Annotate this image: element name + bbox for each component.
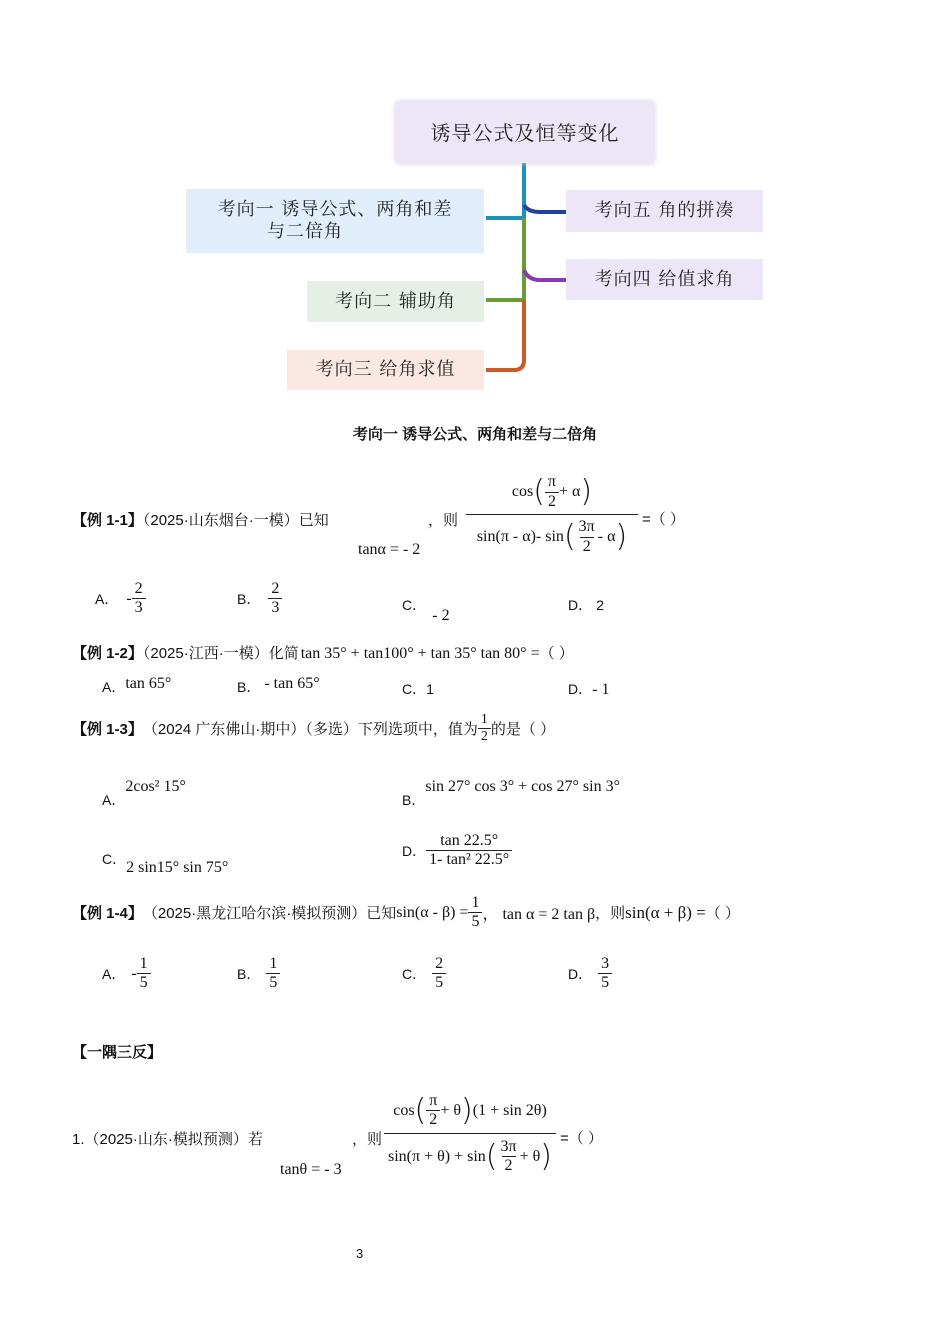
ex13-option-b-value: sin 27° cos 3° + cos 27° sin 3°	[425, 778, 620, 795]
ex12-option-c[interactable]	[402, 679, 434, 699]
p1-condition: tanθ = - 3	[280, 1161, 342, 1178]
p1-lead	[72, 1128, 263, 1149]
mindmap-node-4-label: 考向四 给值求角	[594, 268, 735, 290]
p1-source: （2025·山东·模拟预测）若	[84, 1131, 263, 1148]
ex14-cond1-frac	[468, 894, 482, 932]
mindmap-node-2	[307, 281, 484, 322]
ex13-option-c-value: 2 sin15° sin 75°	[126, 859, 229, 876]
ex14-option-a-n: 1	[139, 955, 148, 972]
ex14-option-b-key: B．	[237, 965, 261, 982]
ex11-num-tail: + α	[559, 483, 581, 500]
ex13-option-c-key: C．	[102, 851, 127, 867]
ex14-option-c[interactable]	[402, 955, 446, 993]
ex11-option-a-d: 3	[132, 598, 146, 617]
mindmap-root-label: 诱导公式及恒等变化	[430, 120, 620, 145]
ex14-option-b[interactable]	[237, 955, 280, 993]
ex11-option-a[interactable]	[95, 580, 146, 618]
ex12-option-a-value: tan 65°	[125, 675, 172, 692]
ex11-option-b-n: 2	[271, 580, 280, 597]
ex11-option-c[interactable]	[402, 595, 450, 624]
mindmap-root	[396, 102, 654, 163]
ex13-option-d-d: 1- tan² 22.5°	[426, 850, 512, 869]
ex11-num-func: cos	[511, 483, 534, 500]
ex14-option-a-d: 5	[137, 973, 151, 992]
mindmap-node-1	[186, 189, 484, 253]
ex11-option-b[interactable]	[237, 580, 282, 618]
ex12-blank: （ ）	[539, 645, 574, 662]
p1-denominator: sin(π + θ) + sin ( $\frac{3\pi}{2}$ + θ )	[384, 1133, 556, 1179]
ex13-half-d: 2	[478, 728, 491, 745]
ex14-option-a[interactable]	[102, 955, 151, 993]
mindmap-node-5-label: 考向五 角的拼凑	[594, 200, 735, 221]
ex13-lead	[72, 712, 555, 745]
ex11-label: 【例 1-1】	[72, 512, 143, 529]
ex11-denominator: sin(π - α)- sin ( $\frac{3\pi}{2}$ - α )	[466, 514, 638, 559]
practice-heading: 【一隅三反】	[72, 1044, 163, 1061]
ex11-option-d-value: 2	[596, 597, 605, 613]
ex14-option-d-frac	[598, 955, 612, 993]
ex12-option-d[interactable]	[568, 679, 609, 699]
ex11-den-tail: - α	[597, 528, 616, 545]
ex11-fraction	[466, 470, 638, 559]
ex11-option-c-value: - 2	[432, 607, 450, 624]
p1-den-frac	[498, 1138, 520, 1176]
ex14-option-c-d: 5	[432, 973, 446, 992]
ex14-question: sin(α + β) =	[625, 902, 706, 922]
p1-num-frac	[426, 1092, 440, 1130]
p1-numerator: cos ( $\frac{\pi}{2}$ + θ ) (1 + sin 2θ)	[393, 1091, 547, 1128]
ex14-option-a-frac	[137, 955, 151, 993]
ex11-source: （2025·山东烟台·一模）已知	[142, 512, 329, 529]
ex14-option-a-sign: -	[131, 964, 137, 982]
ex11-option-c-key: C．	[402, 597, 427, 613]
ex14-option-b-d: 5	[266, 973, 280, 992]
ex12-option-b-key: B．	[237, 679, 261, 695]
p1-den-a: sin(π + θ) + sin	[388, 1147, 486, 1165]
ex13-tail: 的是（ ）	[490, 721, 556, 739]
page-number: 3	[356, 1246, 364, 1261]
ex11-condition: tanα = - 2	[358, 541, 421, 558]
ex11-den-a: sin(π - α)- sin	[476, 528, 564, 545]
p1-fraction	[384, 1088, 556, 1179]
ex14-option-c-n: 2	[435, 955, 444, 972]
ex13-option-b[interactable]	[402, 776, 620, 808]
ex12-option-d-value: - 1	[592, 681, 610, 698]
ex11-then: ，则	[428, 512, 459, 529]
section-title: 考向一 诱导公式、两角和差与二倍角	[352, 426, 598, 443]
ex14-cond1-n: 1	[471, 894, 480, 911]
ex14-cond2: ， tan α = 2 tan β	[482, 906, 596, 924]
ex13-option-a[interactable]	[102, 776, 186, 808]
ex12-source: （2025·江西·一模）化简	[142, 645, 299, 662]
mindmap-node-4	[566, 259, 763, 300]
ex13-option-d-frac	[426, 832, 512, 870]
ex11-option-b-d: 3	[268, 598, 282, 617]
ex12-label: 【例 1-2】	[72, 645, 143, 662]
ex11-numerator: cos ( $\frac{\pi}{2}$ + α )	[511, 473, 593, 510]
p1-den-frac-n: 3π	[500, 1137, 517, 1155]
ex12-option-c-value: 1	[426, 681, 434, 697]
mindmap-node-1-line1: 考向一 诱导公式、两角和差	[217, 199, 453, 220]
ex14-option-c-frac	[432, 955, 446, 993]
ex13-option-a-value: 2cos² 15°	[125, 778, 186, 795]
ex12-option-d-key: D．	[568, 681, 593, 697]
ex12-expression: tan 35° + tan100° + tan 35° tan 80° =	[300, 645, 540, 662]
mindmap-node-3	[287, 350, 484, 390]
ex14-option-d[interactable]	[568, 955, 612, 993]
ex13-option-d[interactable]	[402, 832, 512, 870]
p1-num-b: (1 + sin 2θ)	[472, 1101, 547, 1119]
ex11-num-frac	[545, 473, 559, 511]
ex11-lead	[72, 509, 329, 530]
p1-num-frac-d: 2	[426, 1110, 440, 1129]
mindmap-node-2-label: 考向二 辅助角	[335, 290, 456, 312]
ex12-lead	[72, 642, 574, 663]
ex12-option-a[interactable]	[102, 677, 171, 697]
ex14-label: 【例 1-4】	[72, 905, 143, 923]
ex11-option-d-key: D．	[568, 597, 593, 613]
p1-then: ，则	[352, 1131, 383, 1148]
ex14-option-d-key: D．	[568, 965, 593, 982]
ex14-source: （2025·黑龙江哈尔滨·模拟预测）已知	[142, 905, 397, 923]
ex12-option-a-key: A．	[102, 679, 126, 695]
ex11-option-b-frac	[268, 580, 282, 618]
ex13-option-c[interactable]	[102, 849, 229, 876]
p1-num-frac-n: π	[429, 1091, 438, 1109]
ex11-option-b-key: B．	[237, 590, 261, 607]
p1-num-func: cos	[393, 1101, 415, 1119]
ex11-den-frac-d: 2	[580, 537, 594, 556]
mindmap-node-1-line2: 与二倍角	[267, 221, 343, 242]
ex14-blank: （ ）	[705, 905, 740, 923]
ex13-label: 【例 1-3】	[72, 721, 143, 739]
p1-label: 1.	[72, 1131, 85, 1148]
ex13-option-a-key: A．	[102, 792, 126, 808]
mindmap-node-3-label: 考向三 给角求值	[315, 359, 456, 380]
ex11-den-frac	[576, 518, 598, 556]
p1-equals: =（ ）	[560, 1130, 603, 1147]
mindmap-node-5	[566, 190, 763, 232]
ex11-num-frac-n: π	[547, 473, 556, 491]
ex13-option-d-n: tan 22.5°	[440, 832, 499, 849]
p1-den-tail: + θ	[519, 1147, 541, 1165]
ex14-then: ，则	[595, 905, 626, 923]
ex13-half	[478, 712, 491, 745]
ex11-option-d[interactable]	[568, 595, 604, 615]
ex13-source: （2024 广东佛山·期中）（多选）下列选项中，值为	[142, 721, 478, 739]
p1-num-tail: + θ	[440, 1101, 462, 1119]
ex14-option-d-d: 5	[598, 973, 612, 992]
ex14-option-d-n: 3	[601, 955, 610, 972]
ex11-option-a-key: A．	[95, 590, 119, 607]
ex11-option-a-n: 2	[134, 580, 143, 597]
ex14-option-c-key: C．	[402, 965, 427, 982]
ex12-option-c-key: C．	[402, 681, 427, 697]
ex12-option-b[interactable]	[237, 677, 320, 697]
ex14-cond1: sin(α - β) =	[396, 903, 469, 921]
ex11-option-a-sign: -	[126, 589, 132, 607]
ex12-option-b-value: - tan 65°	[264, 675, 320, 692]
ex11-option-a-frac	[132, 580, 146, 618]
ex13-option-d-key: D．	[402, 842, 427, 859]
ex14-lead	[72, 894, 740, 932]
ex13-option-b-key: B．	[402, 792, 426, 808]
ex11-equals: =（ ）	[642, 511, 685, 528]
ex14-option-b-n: 1	[269, 955, 278, 972]
ex14-option-a-key: A．	[102, 965, 126, 982]
p1-den-frac-d: 2	[502, 1156, 516, 1175]
ex11-num-frac-d: 2	[545, 492, 559, 511]
ex14-cond1-d: 5	[468, 912, 482, 931]
ex11-den-frac-n: 3π	[578, 518, 595, 536]
ex13-half-n: 1	[480, 712, 488, 727]
ex14-option-b-frac	[266, 955, 280, 993]
